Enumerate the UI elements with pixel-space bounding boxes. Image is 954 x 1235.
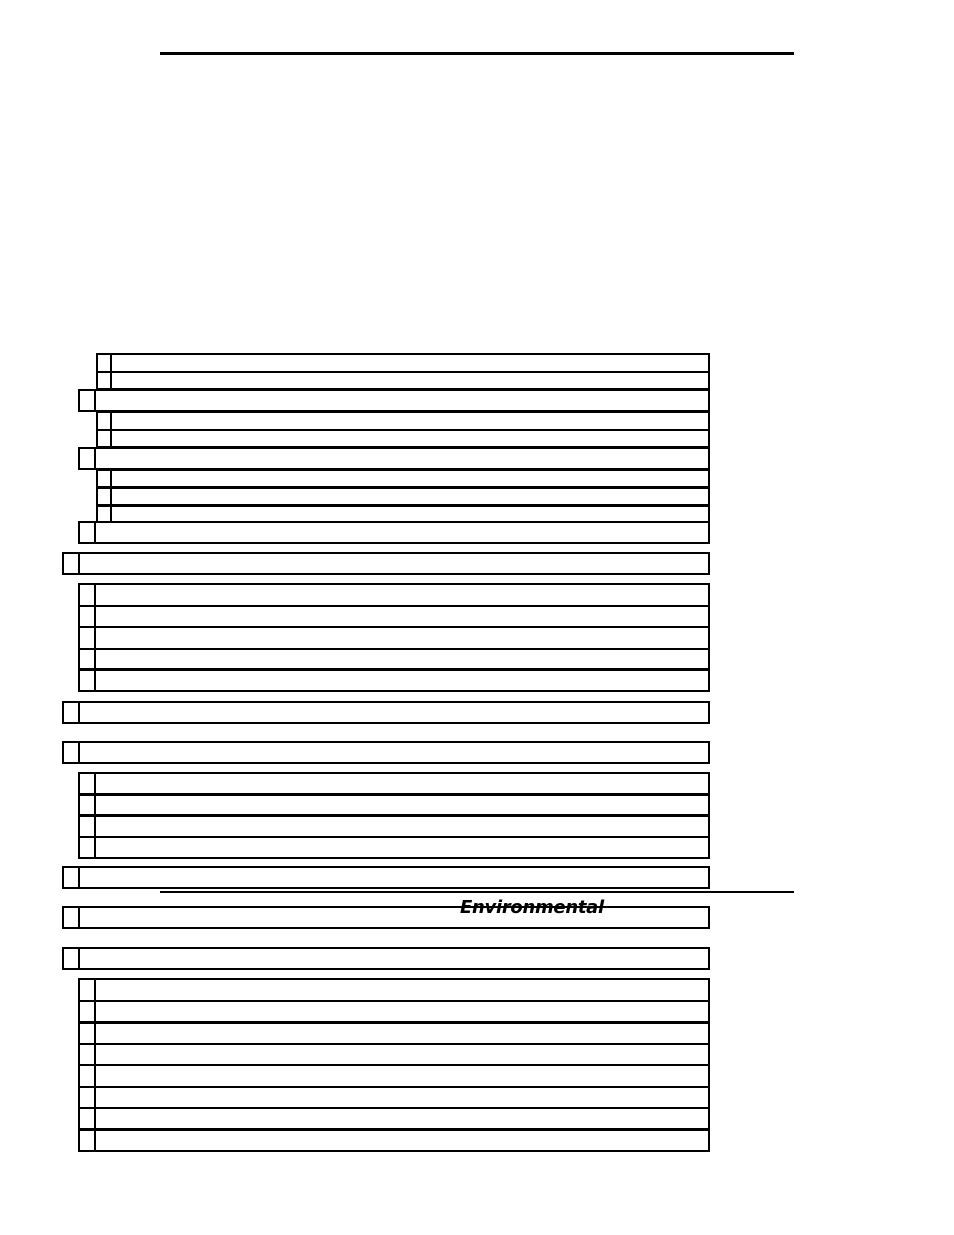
- row-content-cell: [112, 413, 708, 429]
- row-content-cell: [96, 1045, 708, 1064]
- row-marker-cell: [98, 507, 112, 521]
- row-content-cell: [96, 774, 708, 793]
- row-content-cell: [96, 1066, 708, 1086]
- row-content-cell: [96, 391, 708, 410]
- table-row: [78, 815, 710, 838]
- table-row: [96, 411, 710, 431]
- row-content-cell: [96, 628, 708, 648]
- row-marker-cell: [64, 949, 80, 968]
- row-content-cell: [96, 1131, 708, 1150]
- row-marker-cell: [80, 585, 96, 605]
- row-marker-cell: [80, 1045, 96, 1064]
- table-row: [78, 1107, 710, 1130]
- table-row: [78, 772, 710, 795]
- row-marker-cell: [80, 838, 96, 857]
- row-content-cell: [112, 489, 708, 504]
- row-marker-cell: [64, 908, 80, 927]
- row-marker-cell: [80, 1024, 96, 1043]
- row-marker-cell: [80, 1002, 96, 1021]
- row-marker-cell: [64, 743, 80, 762]
- row-content-cell: [96, 817, 708, 836]
- table-row: [78, 978, 710, 1002]
- row-marker-cell: [80, 607, 96, 626]
- table-row: [78, 605, 710, 628]
- table-row: [78, 447, 710, 470]
- row-marker-cell: [80, 817, 96, 836]
- table-row: [78, 583, 710, 607]
- table-row: [96, 487, 710, 506]
- table-row: [78, 1043, 710, 1066]
- row-marker-cell: [80, 671, 96, 690]
- row-content-cell: [96, 449, 708, 468]
- footer-title: Environmental: [460, 897, 604, 918]
- row-content-cell: [96, 650, 708, 668]
- row-content-cell: [80, 949, 708, 968]
- row-marker-cell: [64, 868, 80, 887]
- table-row: [96, 371, 710, 390]
- row-content-cell: [112, 355, 708, 371]
- table-row: [78, 626, 710, 650]
- table-row: [78, 1000, 710, 1023]
- header-rule: [160, 52, 794, 55]
- table-row: [78, 1129, 710, 1152]
- row-content-cell: [96, 1109, 708, 1128]
- table-row: [78, 1022, 710, 1045]
- row-marker-cell: [98, 373, 112, 388]
- table-row: [78, 794, 710, 816]
- row-marker-cell: [64, 703, 80, 722]
- row-content-cell: [80, 703, 708, 722]
- row-content-cell: [96, 607, 708, 626]
- row-marker-cell: [80, 980, 96, 1000]
- row-content-cell: [112, 471, 708, 486]
- row-content-cell: [96, 523, 708, 542]
- row-marker-cell: [98, 355, 112, 371]
- table-row: [62, 701, 710, 724]
- row-marker-cell: [64, 554, 80, 573]
- table-row: [78, 648, 710, 670]
- table-row: [96, 469, 710, 488]
- table-row: [78, 836, 710, 859]
- row-marker-cell: [98, 489, 112, 504]
- row-content-cell: [96, 585, 708, 605]
- footer-rule: [160, 891, 794, 893]
- table-row: [78, 521, 710, 544]
- row-marker-cell: [80, 1131, 96, 1150]
- table-row: [96, 429, 710, 448]
- row-marker-cell: [80, 650, 96, 668]
- table-row: [78, 1086, 710, 1109]
- table-row: [78, 669, 710, 692]
- row-marker-cell: [80, 523, 96, 542]
- row-content-cell: [96, 1088, 708, 1107]
- row-content-cell: [80, 554, 708, 573]
- table-row: [62, 866, 710, 889]
- row-marker-cell: [80, 449, 96, 468]
- row-content-cell: [96, 796, 708, 814]
- table-row: [78, 389, 710, 412]
- row-marker-cell: [80, 1066, 96, 1086]
- row-marker-cell: [98, 431, 112, 446]
- row-marker-cell: [80, 1109, 96, 1128]
- table-row: [78, 1064, 710, 1088]
- table-row: [62, 906, 710, 929]
- row-marker-cell: [80, 774, 96, 793]
- row-content-cell: [80, 868, 708, 887]
- row-content-cell: [112, 373, 708, 388]
- table-row: [62, 947, 710, 970]
- row-marker-cell: [80, 1088, 96, 1107]
- row-marker-cell: [98, 413, 112, 429]
- table-row: [62, 741, 710, 764]
- table-row: [96, 353, 710, 373]
- table-row: [62, 552, 710, 575]
- row-marker-cell: [98, 471, 112, 486]
- row-content-cell: [96, 671, 708, 690]
- row-content-cell: [112, 507, 708, 521]
- row-content-cell: [96, 838, 708, 857]
- row-content-cell: [96, 1024, 708, 1043]
- row-marker-cell: [80, 796, 96, 814]
- row-marker-cell: [80, 391, 96, 410]
- row-marker-cell: [80, 628, 96, 648]
- row-content-cell: [80, 908, 708, 927]
- row-content-cell: [96, 980, 708, 1000]
- row-content-cell: [80, 743, 708, 762]
- row-content-cell: [112, 431, 708, 446]
- row-content-cell: [96, 1002, 708, 1021]
